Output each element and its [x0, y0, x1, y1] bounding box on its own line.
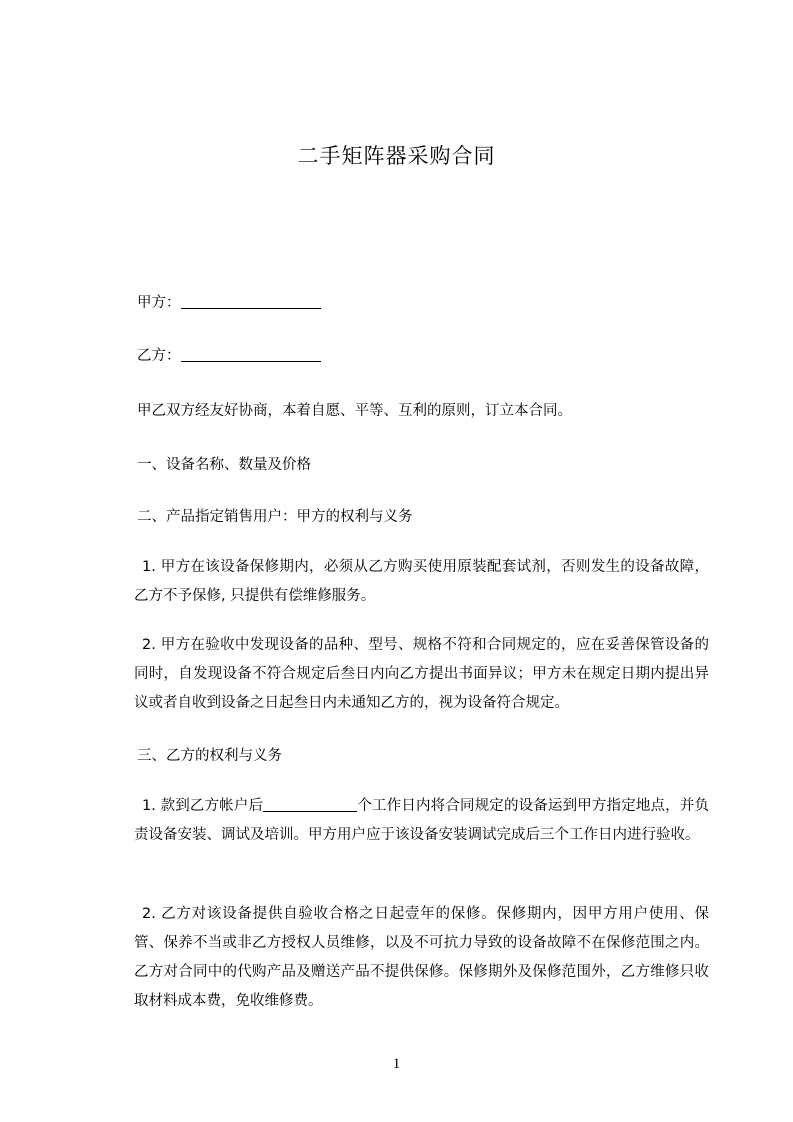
party-a-label: 甲方： [137, 295, 181, 311]
party-a-line [137, 291, 321, 312]
section2-heading: 二、产品指定销售用户：甲方的权利与义务 [137, 509, 413, 525]
party-b-line [137, 344, 321, 365]
party-b-blank [181, 347, 321, 362]
page-number: 1 [392, 1056, 401, 1072]
section2-item1 [134, 553, 709, 611]
section3-item2 [134, 900, 709, 1016]
section3-item1 [134, 792, 709, 850]
section3-item1-text-after: 个工作日内将合同规定的设备运到甲方指定地点，并负责设备安装、调试及培训。甲方用户应于该设备安装调试完成后三个工作日内进行验收。 [134, 798, 710, 843]
section1-heading: 一、设备名称、数量及价格 [137, 457, 311, 473]
section2-item2 [134, 631, 709, 718]
intro-text: 甲乙双方经友好协商，本着自愿、平等、互利的原则，订立本合同。 [137, 403, 572, 419]
party-a-blank [181, 294, 321, 309]
delivery-days-blank [263, 797, 357, 812]
section3-item1-text-before: 1. 款到乙方帐户后 [142, 798, 264, 814]
section3-item2-text: 2. 乙方对该设备提供自验收合格之日起壹年的保修。保修期内，因甲方用户使用、保管、保养不当或非乙方授权人员维修，以及不可抗力导致的设备故障不在保修范围之内。乙方对合同中的代购产品及赠送产品不提供保修。保修期外及保修范围外，乙方维修只收取材料成本费，免收维修费。 [134, 906, 709, 1009]
section2-item1-text: 1. 甲方在该设备保修期内，必须从乙方购买使用原装配套试剂，否则发生的设备故障，乙方不予保修, 只提供有偿维修服务。 [134, 559, 709, 604]
section2-item2-text: 2. 甲方在验收中发现设备的品种、型号、规格不符和合同规定的，应在妥善保管设备的同时，自发现设备不符合规定后叁日内向乙方提出书面异议；甲方未在规定日期内提出异议或者自收到设备之日起叁日内未通知乙方的，视为设备符合规定。 [134, 637, 709, 711]
party-b-label: 乙方： [137, 348, 181, 364]
section3-heading: 三、乙方的权利与义务 [137, 748, 282, 764]
document-title: 二手矩阵器采购合同 [297, 144, 496, 168]
